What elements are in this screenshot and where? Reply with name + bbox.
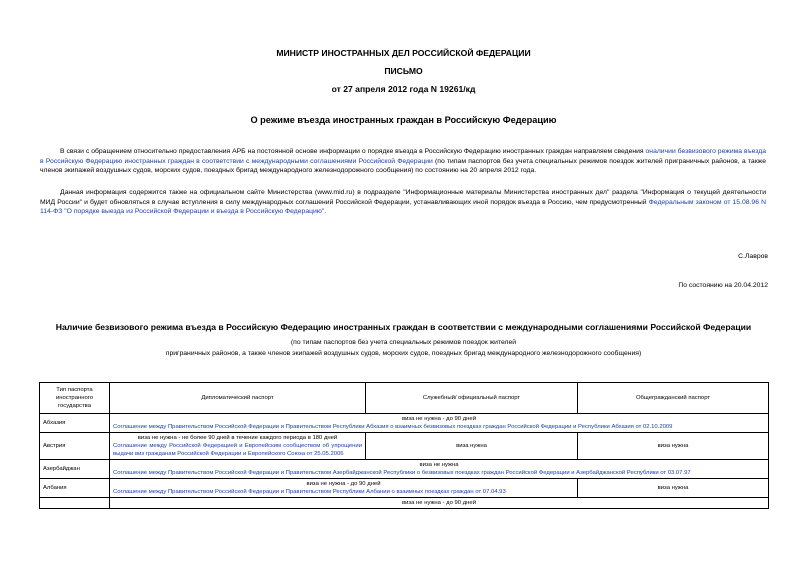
country-name: Азербайджан (40, 460, 110, 479)
agreement-link[interactable]: Соглашение между Правительством Российской Федерации и Правительством Республики Албании о взаимных поездках граждан от 07.04.93 (113, 489, 506, 495)
letter-paragraph-1 (40, 147, 766, 176)
document-subject: О режиме въезда иностранных граждан в Российскую Федерацию (250, 115, 557, 125)
country-name: Австрия (40, 433, 110, 460)
header-country: Тип паспорта иностранного государства (40, 383, 110, 414)
visa-free-info-link[interactable]: оналичии безвизового режима въезда в Российскую Федерацию иностранных граждан в соответствии с международными соглашениями Российской Федерации (40, 148, 766, 165)
table-row-azerbaijan (40, 460, 769, 479)
annex-subtitle-line-1: (по типам паспортов без учета специальных режимов поездок жителей (290, 339, 517, 346)
merged-regime-cell (110, 479, 578, 498)
table-header-row (40, 383, 769, 414)
regime-text: виза не нужна - до 90 дней (306, 481, 381, 487)
merged-regime-cell (110, 460, 769, 479)
letter-paragraph-2 (40, 188, 766, 217)
table-row-abkhazia (40, 414, 769, 433)
merged-regime-cell (110, 414, 769, 433)
civil-cell: виза нужна (578, 479, 769, 498)
annex-subtitle-line-2: приграничных районов, а также членов экипажей воздушных судов, морских судов, поездных бригад международного железнодорожного сообщения) (165, 350, 642, 357)
header-service: Служебный/ официальный паспорт (366, 383, 578, 414)
agreement-link[interactable]: Соглашение между Правительством Российской Федерации и Правительством Республики Абхазия о взаимных безвизовых поездках граждан Российской Федерации и Республики Абхазия от 02.10.2009 (113, 424, 673, 430)
document-type: ПИСЬМО (384, 66, 423, 76)
table-row-albania (40, 479, 769, 498)
regime-text: виза не нужна - до 90 дней (402, 500, 476, 506)
country-name: Албания (40, 479, 110, 498)
country-name (40, 498, 110, 509)
civil-cell: виза нужна (578, 433, 769, 460)
regime-text: виза не нужна - не более 90 дней в течение каждого периода в 180 дней (137, 435, 338, 441)
header-diplomatic: Дипломатический паспорт (110, 383, 366, 414)
table-row-austria (40, 433, 769, 460)
diplomatic-cell (110, 433, 366, 460)
document-date-number: от 27 апреля 2012 года N 19261/кд (331, 84, 476, 94)
signature: С.Лавров (738, 253, 768, 260)
paragraph-2-text-b: . (324, 208, 327, 216)
agreement-link[interactable]: Соглашение между Российской Федерацией и Европейским сообществом об упрощении выдачи виз гражданам Российской Федерации и Европейского Союза от 25.05.2006 (113, 443, 362, 457)
document-authority: МИНИСТР ИНОСТРАННЫХ ДЕЛ РОССИЙСКОЙ ФЕДЕРАЦИИ (276, 48, 531, 58)
paragraph-2-text-a: Данная информация содержится также на официальном сайте Министерства (www.mid.ru) в подразделе "Информационные материалы Министерства иностранных дел" раздела "Информация о текущей деятельности МИД России" и будет обновляться в случае вступления в силу международных соглашений Российской Федерации, устанавливающих иной порядок въезда в Россию, чем предусмотренный (40, 189, 766, 206)
paragraph-1-text-a: В связи с обращением относительно предоставления АРБ на постоянной основе информации о порядке въезда в Российскую Федерацию иностранных граждан направляем сведения (60, 148, 646, 155)
as-of-date: По состоянию на 20.04.2012 (678, 282, 768, 289)
header-civil: Общегражданский паспорт (578, 383, 769, 414)
paragraph-1-text-b: (по типам паспортов без учета специальных режимов поездок жителей приграничных районов, а также членов экипажей воздушных судов, морских судов, поездных бригад международного железнодорожного сообщения) по состоянию на 20 апреля 2012 года. (40, 157, 766, 175)
regime-text: виза не нужна (419, 462, 459, 468)
table-row-next (40, 498, 769, 509)
agreement-link[interactable]: Соглашение между Правительством Российской Федерации и Правительством Азербайджанской Республики о безвизовых поездках граждан Российской Федерации и Азербайджанской Республики от 03.07.97 (113, 470, 691, 476)
country-name: Абхазия (40, 414, 110, 433)
visa-regime-table (39, 382, 769, 509)
annex-title: Наличие безвизового режима въезда в Российскую Федерацию иностранных граждан в соответствии с международными соглашениями Российской Федерации (55, 322, 752, 332)
service-cell: виза нужна (366, 433, 578, 460)
regime-text: виза не нужна - до 90 дней (402, 416, 476, 422)
merged-regime-cell (110, 498, 769, 509)
federal-law-link[interactable]: Федеральным законом от 15.08.96 N 114-ФЗ "О порядке выезда из Российской Федерации и въезда в Российскую Федерацию" (40, 198, 766, 216)
